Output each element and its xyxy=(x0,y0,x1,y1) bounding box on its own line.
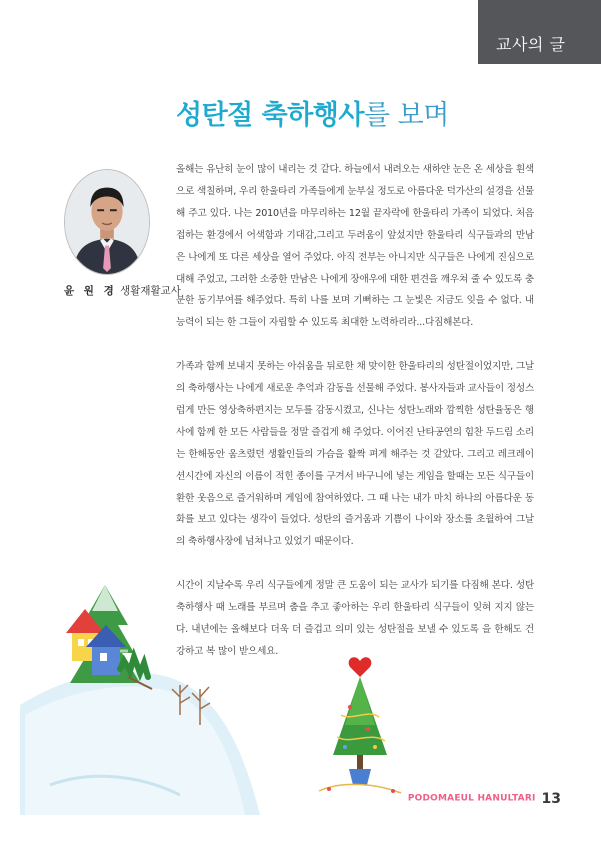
section-tab xyxy=(478,0,601,64)
author-name: 윤 원 경 xyxy=(64,285,117,297)
article-paragraph: 시간이 지날수록 우리 식구들에게 정말 큰 도움이 되는 교사가 되기를 다짐해 본다. 성탄축하행사 때 노래를 부르며 춤을 추고 좋아하는 우리 한울타리 식구들이 잊혀 지지 않는다. 내년에는 올해보다 더욱 더 즐겁고 의미 있는 성탄절을 보낼 수 있도록 을 한해도 건강하고 복 많이 받으세요. xyxy=(176,580,534,657)
section-tab-label: 교사의 글 xyxy=(496,35,566,54)
author-photo xyxy=(64,169,150,275)
snowy-hill-house-illustration xyxy=(20,585,260,815)
magazine-name: PODOMAEUL HANULTARI xyxy=(407,793,536,804)
author-byline xyxy=(64,283,181,298)
article-title xyxy=(176,93,449,132)
article-title-rest: 를 보며 xyxy=(363,100,449,131)
page-footer xyxy=(408,788,561,807)
article-paragraph: 가족과 함께 보내지 못하는 아쉬움을 뒤로한 채 맞이한 한울타리의 성탄절이었지만, 그날의 축하행사는 나에게 새로운 추억과 감동을 선물해 주었다. 봉사자들과 교사들이 정성스럽게 만든 영상축하편지는 모두를 감동시켰고, 신나는 성탄노래와 깜찍한 성탄율동은 행사에 함께 한 모든 사람들을 정말 즐겁게 해 주었다. 이어진 난타공연의 힘찬 두드림 소리는 한해동안 움츠렸던 생활인들의 가슴을 활짝 펴게 해주는 것 같았다. 그리고 레크레이션시간에 자신의 이름이 적힌 종이를 구겨서 바구니에 넣는 게임을 할때는 모든 식구들이 환한 웃음으로 즐거워하며 게임에 참여하였다. 그 때 나는 내가 마치 하나의 아름다운 동화를 보고 있다는 생각이 들었다. 성탄의 즐거움과 기쁨이 나이와 장소를 초월하여 그날의 축하행사장에 넘쳐나고 있었기 때문이다. xyxy=(176,361,534,548)
article-title-bold: 성탄절 축하행사 xyxy=(176,100,364,131)
author-role: 생활재활교사 xyxy=(116,285,181,297)
page-number: 13 xyxy=(541,790,561,807)
article-paragraph: 올해는 유난히 눈이 많이 내리는 것 같다. 하늘에서 내려오는 새하얀 눈은 온 세상을 흰색으로 색칠하며, 우리 한울타리 가족들에게 눈부실 정도로 아름다운 덕가산의 설경을 선물해 주고 있다. 나는 2010년을 마무리하는 12월 끝자락에 한울타리 가족이 되었다. 처음 접하는 환경에서 어색함과 기대감,그리고 두려움이 앞섰지만 한울타리 식구들과의 만남은 나에게 또 다른 세상을 열어 주었다. 아직 전부는 아니지만 식구들은 나에게 진심으로 대해 주었고, 그러한 소중한 만남은 나에게 장애우에 대한 편견을 깨우쳐 줄 수 있도록 충분한 동기부여를 해주었다. 특히 나를 보며 기뻐하는 그 눈빛은 지금도 잊을 수 없다. 내 능력이 되는 한 그들이 자립할 수 있도록 최대한 노력하리라...다짐해본다. xyxy=(176,164,534,329)
christmas-tree-illustration xyxy=(305,655,415,803)
